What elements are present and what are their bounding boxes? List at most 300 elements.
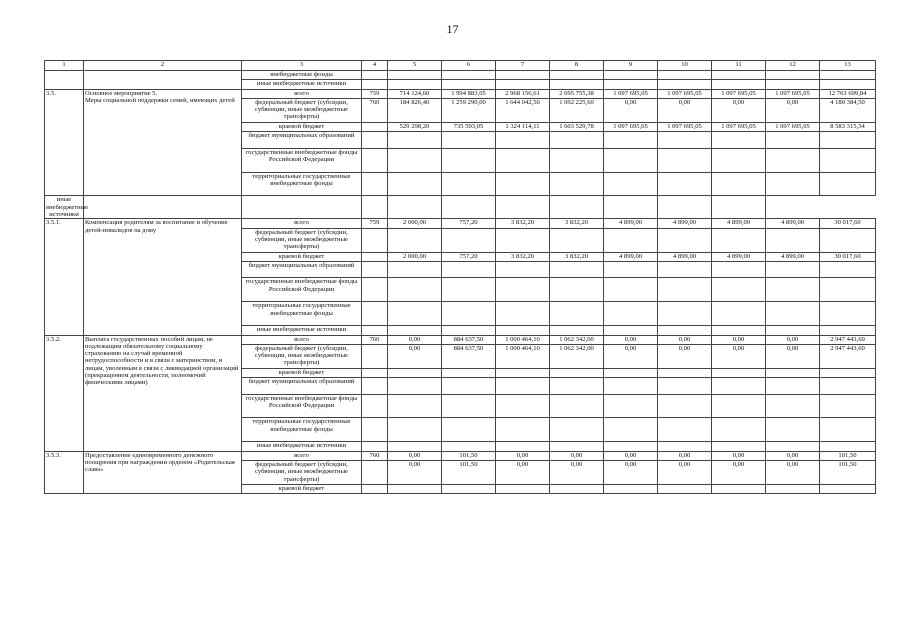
funding-source: федеральный бюджет (субсидии, субвенции, иные межбюджетные трансферты)	[242, 98, 362, 122]
amount-cell	[550, 326, 604, 335]
amount-cell	[766, 278, 820, 302]
funding-source: краевой бюджет	[242, 122, 362, 131]
amount-cell	[496, 368, 550, 377]
amount-cell: 884 637,50	[442, 344, 496, 368]
amount-cell	[604, 148, 658, 172]
amount-cell	[550, 196, 604, 219]
amount-cell	[658, 394, 712, 418]
amount-cell: 0,00	[712, 460, 766, 484]
budget-code	[362, 394, 388, 418]
amount-cell: 0,00	[658, 98, 712, 122]
amount-cell: 0,00	[658, 335, 712, 344]
amount-cell: 30 017,60	[820, 219, 876, 228]
amount-cell: 1 097 695,05	[658, 122, 712, 131]
amount-cell	[604, 377, 658, 394]
amount-cell	[496, 418, 550, 442]
amount-cell	[604, 80, 658, 89]
amount-cell	[550, 418, 604, 442]
budget-code	[362, 344, 388, 368]
amount-cell: 1 092 225,60	[550, 98, 604, 122]
amount-cell: 1 097 695,05	[604, 89, 658, 98]
amount-cell: 3 832,20	[550, 252, 604, 261]
amount-cell: 30 017,60	[820, 252, 876, 261]
amount-cell	[550, 71, 604, 80]
funding-source: всего	[242, 219, 362, 228]
budget-code	[362, 172, 388, 196]
column-header: 10	[658, 61, 712, 71]
amount-cell	[388, 377, 442, 394]
amount-cell	[496, 132, 550, 149]
amount-cell: 8 583 315,34	[820, 122, 876, 131]
amount-cell	[712, 326, 766, 335]
budget-code	[362, 368, 388, 377]
budget-code	[362, 442, 388, 451]
amount-cell	[604, 196, 658, 219]
row-number: 3.5.2.	[45, 335, 84, 451]
amount-cell	[604, 418, 658, 442]
amount-cell	[712, 196, 766, 219]
amount-cell	[388, 71, 442, 80]
amount-cell	[658, 442, 712, 451]
amount-cell	[442, 132, 496, 149]
amount-cell	[496, 261, 550, 278]
amount-cell: 0,00	[658, 460, 712, 484]
budget-code	[362, 484, 388, 493]
amount-cell: 3 832,20	[496, 252, 550, 261]
amount-cell: 529 298,20	[388, 122, 442, 131]
amount-cell	[766, 261, 820, 278]
column-header: 6	[442, 61, 496, 71]
row-number: 3.5.3.	[45, 451, 84, 493]
header-row	[45, 61, 876, 71]
measure-name: Предоставление единовременного денежного поощрения при награждении орденом «Родительская слава»	[84, 451, 242, 493]
funding-source: иные внебюджетные источники	[242, 80, 362, 89]
table-row	[45, 451, 876, 460]
amount-cell: 4 899,00	[766, 219, 820, 228]
amount-cell	[496, 484, 550, 493]
amount-cell	[658, 326, 712, 335]
amount-cell: 184 826,40	[388, 98, 442, 122]
amount-cell	[550, 228, 604, 252]
amount-cell	[496, 80, 550, 89]
amount-cell: 757,20	[442, 219, 496, 228]
funding-source: государственные внебюджетные фонды Российской Федерации	[242, 278, 362, 302]
amount-cell	[604, 484, 658, 493]
amount-cell: 1 994 883,05	[442, 89, 496, 98]
measure-name	[84, 71, 242, 90]
amount-cell: 0,00	[712, 335, 766, 344]
amount-cell	[766, 228, 820, 252]
amount-cell	[658, 132, 712, 149]
amount-cell	[550, 302, 604, 326]
amount-cell	[550, 278, 604, 302]
amount-cell	[658, 377, 712, 394]
funding-source: всего	[242, 335, 362, 344]
amount-cell	[442, 196, 496, 219]
amount-cell	[658, 261, 712, 278]
amount-cell	[604, 442, 658, 451]
amount-cell	[496, 326, 550, 335]
budget-code	[362, 302, 388, 326]
amount-cell: 4 899,00	[712, 252, 766, 261]
amount-cell	[820, 368, 876, 377]
column-header: 1	[45, 61, 84, 71]
amount-cell	[442, 302, 496, 326]
amount-cell	[388, 278, 442, 302]
page-number: 17	[446, 22, 459, 36]
amount-cell	[442, 228, 496, 252]
amount-cell: 0,00	[550, 460, 604, 484]
amount-cell	[550, 80, 604, 89]
amount-cell	[550, 172, 604, 196]
amount-cell	[712, 278, 766, 302]
amount-cell: 101,50	[442, 460, 496, 484]
amount-cell	[712, 418, 766, 442]
amount-cell	[442, 148, 496, 172]
amount-cell	[388, 261, 442, 278]
amount-cell: 4 899,00	[712, 219, 766, 228]
amount-cell: 884 637,50	[442, 335, 496, 344]
amount-cell	[658, 484, 712, 493]
funding-source: внебюджетные фонды	[242, 71, 362, 80]
budget-code	[362, 326, 388, 335]
amount-cell	[766, 148, 820, 172]
amount-cell	[712, 302, 766, 326]
funding-source: федеральный бюджет (субсидии, субвенции, иные межбюджетные трансферты)	[242, 228, 362, 252]
budget-code: 760	[362, 335, 388, 344]
funding-source: территориальные государственные внебюджетные фонды	[242, 172, 362, 196]
amount-cell	[604, 228, 658, 252]
amount-cell: 0,00	[658, 344, 712, 368]
funding-source: федеральный бюджет (субсидии, субвенции, иные межбюджетные трансферты)	[242, 344, 362, 368]
column-header: 11	[712, 61, 766, 71]
amount-cell: 1 097 695,05	[766, 89, 820, 98]
amount-cell: 0,00	[388, 460, 442, 484]
amount-cell: 0,00	[604, 451, 658, 460]
budget-code	[362, 148, 388, 172]
amount-cell: 0,00	[766, 98, 820, 122]
amount-cell: 0,00	[766, 451, 820, 460]
amount-cell: 0,00	[604, 98, 658, 122]
amount-cell: 1 644 042,50	[496, 98, 550, 122]
funding-source: территориальные государственные внебюджетные фонды	[242, 302, 362, 326]
amount-cell	[766, 80, 820, 89]
amount-cell	[820, 377, 876, 394]
amount-cell: 1 062 342,00	[550, 335, 604, 344]
amount-cell	[442, 71, 496, 80]
column-header: 12	[766, 61, 820, 71]
column-header: 9	[604, 61, 658, 71]
amount-cell	[766, 394, 820, 418]
amount-cell	[658, 302, 712, 326]
amount-cell	[712, 172, 766, 196]
amount-cell	[658, 80, 712, 89]
amount-cell	[766, 442, 820, 451]
amount-cell	[712, 368, 766, 377]
amount-cell: 0,00	[712, 344, 766, 368]
amount-cell	[820, 172, 876, 196]
amount-cell: 2 000,00	[388, 252, 442, 261]
amount-cell: 0,00	[712, 98, 766, 122]
amount-cell	[820, 418, 876, 442]
amount-cell	[388, 132, 442, 149]
amount-cell	[658, 196, 712, 219]
amount-cell	[604, 394, 658, 418]
amount-cell: 101,50	[442, 451, 496, 460]
amount-cell	[604, 71, 658, 80]
amount-cell	[442, 278, 496, 302]
amount-cell: 3 832,20	[550, 219, 604, 228]
amount-cell	[388, 484, 442, 493]
budget-code	[362, 71, 388, 80]
amount-cell: 1 097 695,05	[604, 122, 658, 131]
amount-cell	[496, 302, 550, 326]
amount-cell	[388, 302, 442, 326]
amount-cell	[442, 442, 496, 451]
amount-cell	[388, 418, 442, 442]
amount-cell: 2 947 443,60	[820, 344, 876, 368]
amount-cell: 4 180 384,50	[820, 98, 876, 122]
measure-name: Компенсация родителям за воспитание и обучение детей-инвалидов на дому	[84, 219, 242, 335]
amount-cell	[550, 132, 604, 149]
amount-cell	[388, 172, 442, 196]
amount-cell	[388, 394, 442, 418]
amount-cell	[766, 132, 820, 149]
amount-cell: 3 832,20	[496, 219, 550, 228]
budget-code	[362, 132, 388, 149]
amount-cell: 1 000 464,10	[496, 335, 550, 344]
amount-cell	[496, 71, 550, 80]
amount-cell: 1 097 695,05	[766, 122, 820, 131]
amount-cell: 0,00	[766, 335, 820, 344]
amount-cell	[388, 80, 442, 89]
amount-cell: 735 593,05	[442, 122, 496, 131]
amount-cell	[604, 132, 658, 149]
amount-cell: 0,00	[604, 460, 658, 484]
amount-cell	[820, 132, 876, 149]
amount-cell	[496, 377, 550, 394]
budget-code	[84, 196, 242, 219]
amount-cell	[388, 148, 442, 172]
budget-code	[362, 418, 388, 442]
amount-cell	[442, 368, 496, 377]
amount-cell	[388, 228, 442, 252]
amount-cell	[442, 418, 496, 442]
row-number	[45, 71, 84, 90]
table-row	[45, 335, 876, 344]
amount-cell	[442, 326, 496, 335]
amount-cell: 1 259 290,00	[442, 98, 496, 122]
amount-cell: 2 695 755,38	[550, 89, 604, 98]
amount-cell: 0,00	[766, 344, 820, 368]
column-header: 8	[550, 61, 604, 71]
amount-cell: 2 947 443,60	[820, 335, 876, 344]
column-header: 13	[820, 61, 876, 71]
amount-cell	[550, 442, 604, 451]
amount-cell	[820, 71, 876, 80]
amount-cell: 0,00	[658, 451, 712, 460]
budget-code	[362, 252, 388, 261]
column-header: 4	[362, 61, 388, 71]
funding-source: федеральный бюджет (субсидии, субвенции, иные межбюджетные трансферты)	[242, 460, 362, 484]
amount-cell: 1 062 342,00	[550, 344, 604, 368]
amount-cell: 2 968 156,61	[496, 89, 550, 98]
amount-cell	[388, 442, 442, 451]
funding-source: бюджет муниципальных образований	[242, 377, 362, 394]
amount-cell	[550, 377, 604, 394]
amount-cell: 4 899,00	[604, 219, 658, 228]
amount-cell: 1 324 114,11	[496, 122, 550, 131]
amount-cell	[496, 442, 550, 451]
amount-cell	[550, 261, 604, 278]
amount-cell	[712, 442, 766, 451]
amount-cell: 101,50	[820, 460, 876, 484]
row-number: 3.5.	[45, 89, 84, 196]
amount-cell: 12 763 699,84	[820, 89, 876, 98]
amount-cell	[442, 377, 496, 394]
budget-code	[362, 261, 388, 278]
amount-cell	[766, 172, 820, 196]
amount-cell: 4 899,00	[604, 252, 658, 261]
budget-code: 760	[362, 451, 388, 460]
amount-cell	[820, 148, 876, 172]
budget-code	[362, 377, 388, 394]
amount-cell: 0,00	[496, 460, 550, 484]
amount-cell	[658, 368, 712, 377]
amount-cell	[658, 278, 712, 302]
budget-code	[362, 122, 388, 131]
funding-source: территориальные государственные внебюджетные фонды	[242, 418, 362, 442]
budget-table	[44, 60, 876, 494]
amount-cell	[604, 302, 658, 326]
amount-cell	[712, 261, 766, 278]
table-row	[45, 89, 876, 98]
amount-cell	[604, 172, 658, 196]
amount-cell	[766, 484, 820, 493]
funding-source: государственные внебюджетные фонды Российской Федерации	[242, 394, 362, 418]
budget-code	[362, 460, 388, 484]
table-row	[45, 71, 876, 80]
budget-code	[362, 80, 388, 89]
amount-cell	[766, 368, 820, 377]
amount-cell	[496, 196, 550, 219]
amount-cell	[712, 80, 766, 89]
amount-cell	[362, 196, 388, 219]
amount-cell	[820, 302, 876, 326]
funding-source: иные внебюджетные источники	[46, 196, 89, 219]
column-header: 3	[242, 61, 362, 71]
amount-cell	[496, 228, 550, 252]
amount-cell: 4 899,00	[658, 219, 712, 228]
amount-cell	[820, 394, 876, 418]
amount-cell	[442, 394, 496, 418]
budget-code: 759	[362, 89, 388, 98]
amount-cell: 714 124,60	[388, 89, 442, 98]
amount-cell: 1 097 695,05	[712, 122, 766, 131]
amount-cell	[658, 418, 712, 442]
amount-cell	[442, 484, 496, 493]
amount-cell: 0,00	[766, 460, 820, 484]
amount-cell	[496, 278, 550, 302]
amount-cell	[388, 196, 442, 219]
amount-cell	[388, 368, 442, 377]
budget-code: 759	[362, 219, 388, 228]
funding-source: краевой бюджет	[242, 368, 362, 377]
amount-cell: 4 899,00	[658, 252, 712, 261]
amount-cell	[658, 228, 712, 252]
budget-code	[362, 228, 388, 252]
measure-name: Выплата государственных пособий лицам, не подлежащим обязательному социальному страхованию на случай временной нетрудоспособности и в связи с материнством, и лицам, уволенным в связи с ликвидацией организаций (прекращением деятельности, полномочий физическими лицами)	[84, 335, 242, 451]
amount-cell: 1 097 695,05	[658, 89, 712, 98]
amount-cell	[496, 172, 550, 196]
amount-cell	[712, 228, 766, 252]
funding-source: краевой бюджет	[242, 484, 362, 493]
amount-cell	[604, 326, 658, 335]
amount-cell	[820, 80, 876, 89]
amount-cell	[604, 278, 658, 302]
amount-cell	[766, 71, 820, 80]
amount-cell	[658, 71, 712, 80]
amount-cell: 0,00	[388, 451, 442, 460]
funding-source: государственные внебюджетные фонды Российской Федерации	[242, 148, 362, 172]
amount-cell	[604, 368, 658, 377]
amount-cell: 757,20	[442, 252, 496, 261]
amount-cell: 0,00	[388, 335, 442, 344]
amount-cell: 101,50	[820, 451, 876, 460]
amount-cell: 0,00	[712, 451, 766, 460]
amount-cell	[712, 377, 766, 394]
amount-cell	[766, 326, 820, 335]
funding-source: краевой бюджет	[242, 252, 362, 261]
funding-source: всего	[242, 451, 362, 460]
budget-code	[362, 278, 388, 302]
amount-cell	[766, 418, 820, 442]
amount-cell: 0,00	[388, 344, 442, 368]
amount-cell	[550, 148, 604, 172]
amount-cell	[766, 377, 820, 394]
amount-cell	[550, 394, 604, 418]
amount-cell: 0,00	[604, 344, 658, 368]
measure-name: Основное мероприятие 5. Меры социальной поддержки семей, имеющих детей	[84, 89, 242, 196]
amount-cell: 1 097 695,05	[712, 89, 766, 98]
amount-cell	[712, 132, 766, 149]
amount-cell	[604, 261, 658, 278]
column-header: 7	[496, 61, 550, 71]
table-row	[45, 219, 876, 228]
funding-source: бюджет муниципальных образований	[242, 132, 362, 149]
amount-cell: 0,00	[496, 451, 550, 460]
amount-cell	[550, 484, 604, 493]
amount-cell: 4 899,00	[766, 252, 820, 261]
funding-source: всего	[242, 89, 362, 98]
amount-cell	[442, 80, 496, 89]
amount-cell	[442, 172, 496, 196]
column-header: 5	[388, 61, 442, 71]
amount-cell	[820, 228, 876, 252]
row-number: 3.5.1.	[45, 219, 84, 335]
amount-cell	[820, 442, 876, 451]
amount-cell	[820, 261, 876, 278]
amount-cell	[820, 278, 876, 302]
amount-cell	[550, 368, 604, 377]
amount-cell	[766, 302, 820, 326]
amount-cell: 0,00	[550, 451, 604, 460]
amount-cell	[658, 148, 712, 172]
amount-cell	[658, 172, 712, 196]
amount-cell: 0,00	[604, 335, 658, 344]
table-row	[45, 196, 876, 219]
amount-cell	[712, 484, 766, 493]
